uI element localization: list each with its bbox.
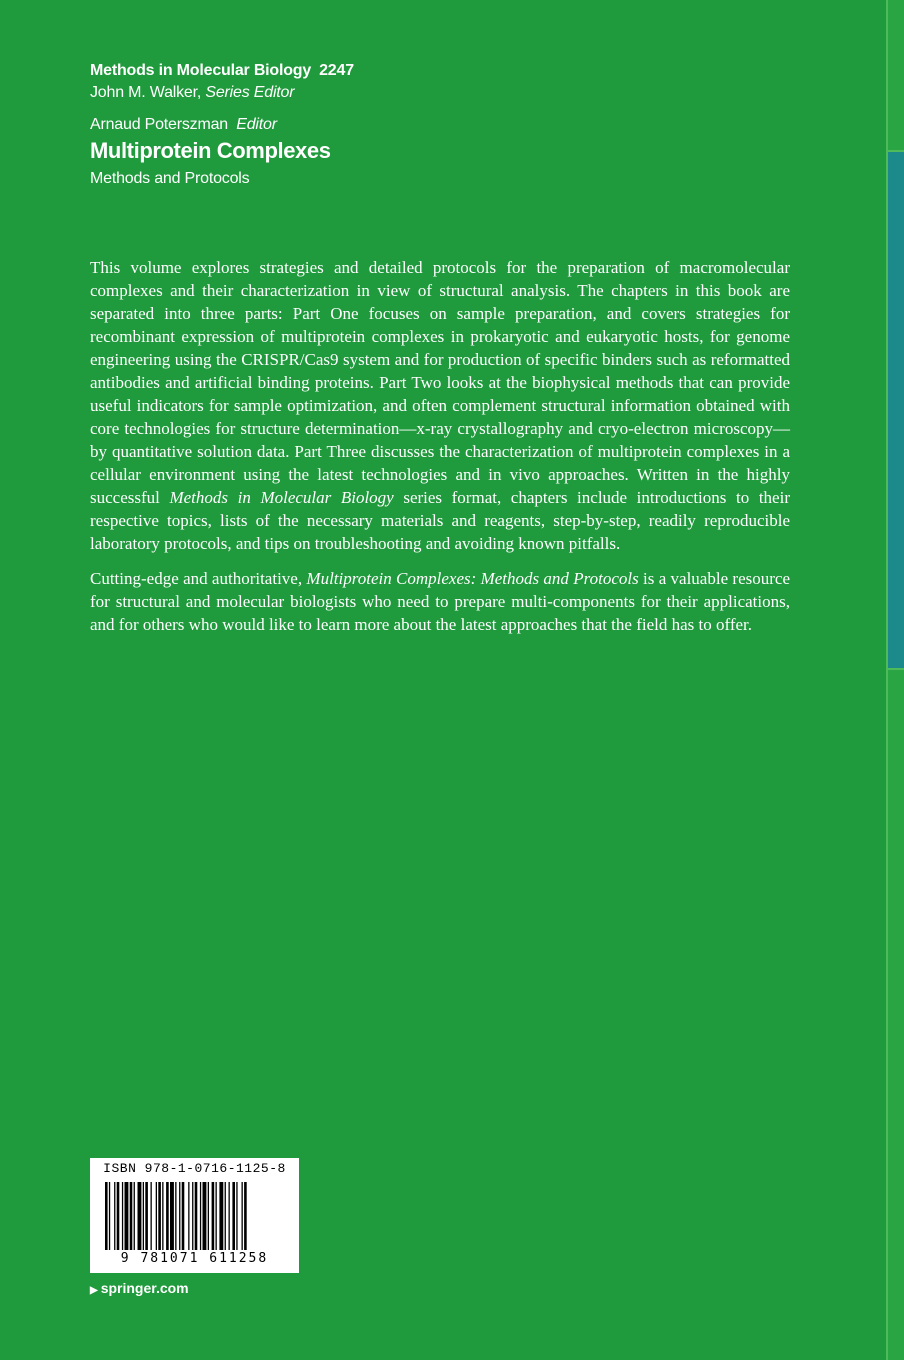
p1-text-a: This volume explores strategies and detailed protocols for the preparation of macromolecular complexes and their characterization in view of structural analysis. The chapters in this book are separated into three parts: Part One focuses on sample preparation, and covers strategies for recombinant expression of multiprotein complexes in prokaryotic and eukaryotic hosts, for genome engineering using the CRISPR/Cas9 system and for production of specific binders such as reformatted antibodies and artificial binding proteins. Part Two looks at the biophysical methods that can provide useful indicators for sample optimization, and often complement structural information obtained with core technologies for structure determination—x-ray crystallography and cryo-electron microscopy—by quantitative solution data. Part Three discusses the characterization of multiprotein complexes in a cellular environment using the latest technologies and in vivo approaches. Written in the highly successful bbox=[90, 258, 790, 507]
barcode-bar bbox=[114, 1182, 115, 1250]
barcode-bars bbox=[105, 1182, 285, 1250]
barcode-bar bbox=[229, 1182, 230, 1250]
description-text bbox=[90, 256, 790, 648]
barcode-bar bbox=[236, 1182, 237, 1250]
p1-italic: Methods in Molecular Biology bbox=[169, 488, 394, 507]
barcode-bar bbox=[232, 1182, 235, 1250]
series-editor-role: Series Editor bbox=[205, 84, 295, 101]
spine-tick bbox=[888, 668, 904, 670]
barcode-bar bbox=[109, 1182, 110, 1250]
series-editor-line bbox=[90, 84, 354, 102]
barcode-bar bbox=[200, 1182, 201, 1250]
barcode-bar bbox=[156, 1182, 157, 1250]
publisher-link[interactable] bbox=[90, 1280, 189, 1296]
barcode-bar bbox=[212, 1182, 215, 1250]
spine-accent-band bbox=[888, 150, 904, 669]
barcode-bar bbox=[122, 1182, 123, 1250]
barcode-bar bbox=[162, 1182, 163, 1250]
book-editor-role: Editor bbox=[236, 116, 277, 133]
barcode-bar bbox=[166, 1182, 169, 1250]
book-subtitle: Methods and Protocols bbox=[90, 170, 250, 187]
description-paragraph-2 bbox=[90, 567, 790, 636]
barcode-bar bbox=[208, 1182, 209, 1250]
barcode-bar bbox=[143, 1182, 144, 1250]
barcode-bar bbox=[216, 1182, 217, 1250]
barcode-bar bbox=[170, 1182, 174, 1250]
barcode-bar bbox=[175, 1182, 176, 1250]
barcode-bar bbox=[244, 1182, 247, 1250]
barcode-bar bbox=[188, 1182, 189, 1250]
barcode-bar bbox=[182, 1182, 185, 1250]
book-editor-name: Arnaud Poterszman bbox=[90, 116, 229, 133]
series-number: 2247 bbox=[319, 62, 354, 79]
barcode-bar bbox=[105, 1182, 108, 1250]
barcode-bar bbox=[151, 1182, 152, 1250]
barcode-bar bbox=[145, 1182, 148, 1250]
barcode-bar bbox=[242, 1182, 243, 1250]
barcode-bar bbox=[117, 1182, 120, 1250]
barcode-bar bbox=[195, 1182, 198, 1250]
spine-tick bbox=[888, 150, 904, 152]
barcode-bar bbox=[203, 1182, 207, 1250]
barcode-bar bbox=[192, 1182, 193, 1250]
p2-text-b: is a valuable resource for structural and molecular biologists who need to prepare multi-components for their applications, and for others who would like to learn more about the latest approaches that the field has to offer. bbox=[90, 569, 791, 634]
p2-italic: Multiprotein Complexes: Methods and Protocols bbox=[306, 569, 639, 588]
barcode-bar bbox=[125, 1182, 129, 1250]
barcode-bar bbox=[219, 1182, 223, 1250]
barcode-bar bbox=[130, 1182, 133, 1250]
series-title: Methods in Molecular Biology bbox=[90, 62, 312, 79]
description-paragraph-1 bbox=[90, 256, 790, 555]
series-editor-name: John M. Walker, bbox=[90, 84, 202, 101]
isbn-label: ISBN 978-1-0716-1125-8 bbox=[103, 1161, 286, 1176]
barcode-bar bbox=[225, 1182, 226, 1250]
barcode-bar bbox=[138, 1182, 142, 1250]
barcode-digits: 9 781071 611258 bbox=[120, 1251, 269, 1266]
book-editor-line bbox=[90, 116, 354, 134]
series-line bbox=[90, 62, 354, 80]
p2-text-a: Cutting-edge and authoritative, bbox=[90, 569, 307, 588]
p1-text-b: series format, chapters include introductions to their respective topics, lists of the necessary materials and reagents, step-by-step, readily reproducible laboratory protocols, and tips on troubleshooting and avoiding known pitfalls. bbox=[90, 488, 790, 553]
cover-header bbox=[90, 62, 354, 188]
publisher-url: springer.com bbox=[100, 1280, 189, 1296]
barcode-bar bbox=[134, 1182, 135, 1250]
isbn-barcode bbox=[90, 1158, 299, 1273]
barcode-bar bbox=[158, 1182, 161, 1250]
arrow-right-icon: ▶ bbox=[90, 1285, 98, 1296]
book-title: Multiprotein Complexes bbox=[90, 138, 331, 163]
barcode-bar bbox=[179, 1182, 180, 1250]
